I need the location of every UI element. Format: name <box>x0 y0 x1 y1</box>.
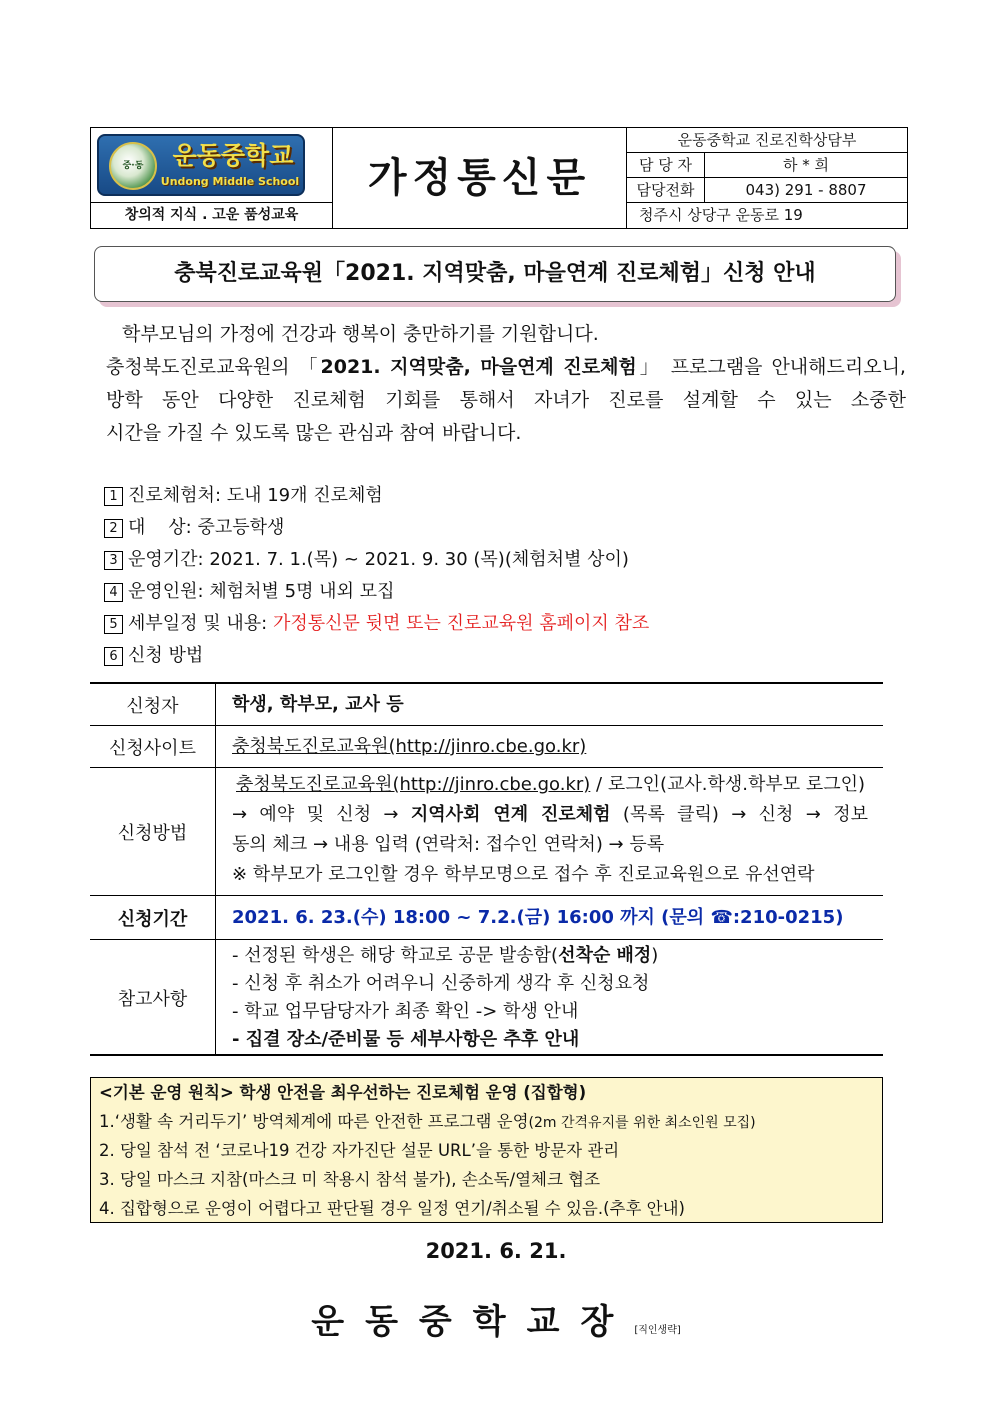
department: 운동중학교 진로진학상담부 <box>627 128 907 153</box>
notes-value: - 선정된 학생은 해당 학교로 공문 발송함(선착순 배정) - 신청 후 취소가 어려우니 신중하게 생각 후 신청요청 - 학교 업무담당자가 최종 확인 -> 학생 안내 - 집결 장소/준비물 등 세부사항은 추후 안내 <box>232 945 659 1050</box>
phone-label: 담당전화 <box>627 178 705 202</box>
site-value <box>232 726 868 767</box>
school-emblem-icon: 중·동 <box>109 142 157 190</box>
header-table <box>90 127 908 229</box>
site-key: 신청사이트 <box>90 726 216 767</box>
principle-4: 4. 집합형으로 운영이 어렵다고 판단될 경우 일정 연기/취소될 수 있음.(추후 안내) <box>99 1199 685 1218</box>
issue-date: 2021. 6. 21. <box>425 1239 567 1263</box>
phone-value: 043) 291 - 8807 <box>745 181 867 199</box>
school-slogan: 창의적 지식 . 고운 품성교육 <box>91 202 333 228</box>
method-link[interactable]: 충청북도진로교육원(http://jinro.cbe.go.kr) <box>236 774 591 795</box>
contact-label: 담 당 자 <box>627 153 705 177</box>
operation-principles-box <box>90 1077 883 1223</box>
applicant-key: 신청자 <box>90 684 216 725</box>
greeting-line-3: 방학 동안 다양한 진로체험 기회를 통해서 자녀가 진로를 설계할 수 있는 소중한 <box>106 389 906 411</box>
item-period: 3 운영기간: 2021. 7. 1.(목) ~ 2021. 9. 30 (목)(체험처별 상이) <box>104 545 894 575</box>
period-key: 신청기간 <box>90 896 216 939</box>
contact-value: 하 * 희 <box>782 156 830 174</box>
phone-row <box>627 178 907 203</box>
principle-3: 3. 당일 마스크 지참(마스크 미 착용시 참석 불가), 손소독/열체크 협조 <box>99 1170 601 1189</box>
address: 청주시 상당구 운동로 19 <box>639 206 803 224</box>
applicant-value: 학생, 학부모, 교사 등 <box>232 694 404 715</box>
table-row-applicant <box>90 684 883 726</box>
contact-row <box>627 153 907 178</box>
item-schedule: 5 세부일정 및 내용: 가정통신문 뒷면 또는 진로교육원 홈페이지 참조 <box>104 609 894 639</box>
item-target: 2 대 상: 중고등학생 <box>104 513 894 543</box>
greeting-line-2: 충청북도진로교육원의 「2021. 지역맞춤, 마을연계 진로체험」 프로그램을 안내해드리오니, <box>106 356 906 378</box>
seal-omitted-note: [직인생략] <box>634 1325 681 1336</box>
greeting-line-4: 시간을 가질 수 있도록 많은 관심과 참여 바랍니다. <box>106 422 522 444</box>
table-row-notes <box>90 940 883 1056</box>
school-logo-cell <box>91 128 333 202</box>
principal-signature: 운동중학교장[직인생략] <box>311 1302 681 1342</box>
period-value: 2021. 6. 23.(수) 18:00 ~ 7.2.(금) 16:00 까지 (문의 ☎:210-0215) <box>232 907 844 928</box>
header-info <box>627 128 907 228</box>
method-key: 신청방법 <box>90 768 216 895</box>
principles-title: <기본 운영 원칙> 학생 안전을 최우선하는 진로체험 운영 (집합형) <box>99 1083 587 1102</box>
table-row-method <box>90 768 883 896</box>
item-capacity: 4 운영인원: 체험처별 5명 내외 모집 <box>104 577 894 607</box>
notice-banner: 충북진로교육원「2021. 지역맞춤, 마을연계 진로체험」신청 안내 <box>94 246 896 302</box>
logo-english-name: Undong Middle School <box>160 175 300 188</box>
method-value: 충청북도진로교육원(http://jinro.cbe.go.kr) / 로그인(교사.학생.학부모 로그인) → 예약 및 신청 → 지역사회 연계 진로체험 (목록 클릭) → 신청 → 정보 동의 체크 → 내용 입력 (연락처: 접수인 연락처) → 등록 ※ 학부모가 로그인할 경우 학부모명으로 접수 후 진로교육원으로 유선연락 <box>232 774 868 885</box>
greeting-line-1: 학부모님의 가정에 건강과 행복이 충만하기를 기원합니다. <box>122 323 599 345</box>
principle-1: 1.‘생활 속 거리두기’ 방역체계에 따른 안전한 프로그램 운영(2m 간격유지를 위한 최소인원 모집) <box>99 1112 756 1131</box>
notes-key: 참고사항 <box>90 940 216 1056</box>
table-row-period <box>90 896 883 940</box>
principle-2: 2. 당일 참석 전 ‘코로나19 건강 자가진단 설문 URL’을 통한 방문자 관리 <box>99 1141 620 1160</box>
table-row-site <box>90 726 883 768</box>
school-logo <box>97 134 305 196</box>
item-method: 6 신청 방법 <box>104 641 894 671</box>
logo-korean-name: 운동중학교 <box>172 141 294 170</box>
application-table <box>90 682 883 1056</box>
site-link[interactable]: 충청북도진로교육원(http://jinro.cbe.go.kr) <box>232 736 587 757</box>
document-title: 가정통신문 <box>333 128 627 228</box>
item-venue: 1 진로체험처: 도내 19개 진로체험 <box>104 481 894 511</box>
